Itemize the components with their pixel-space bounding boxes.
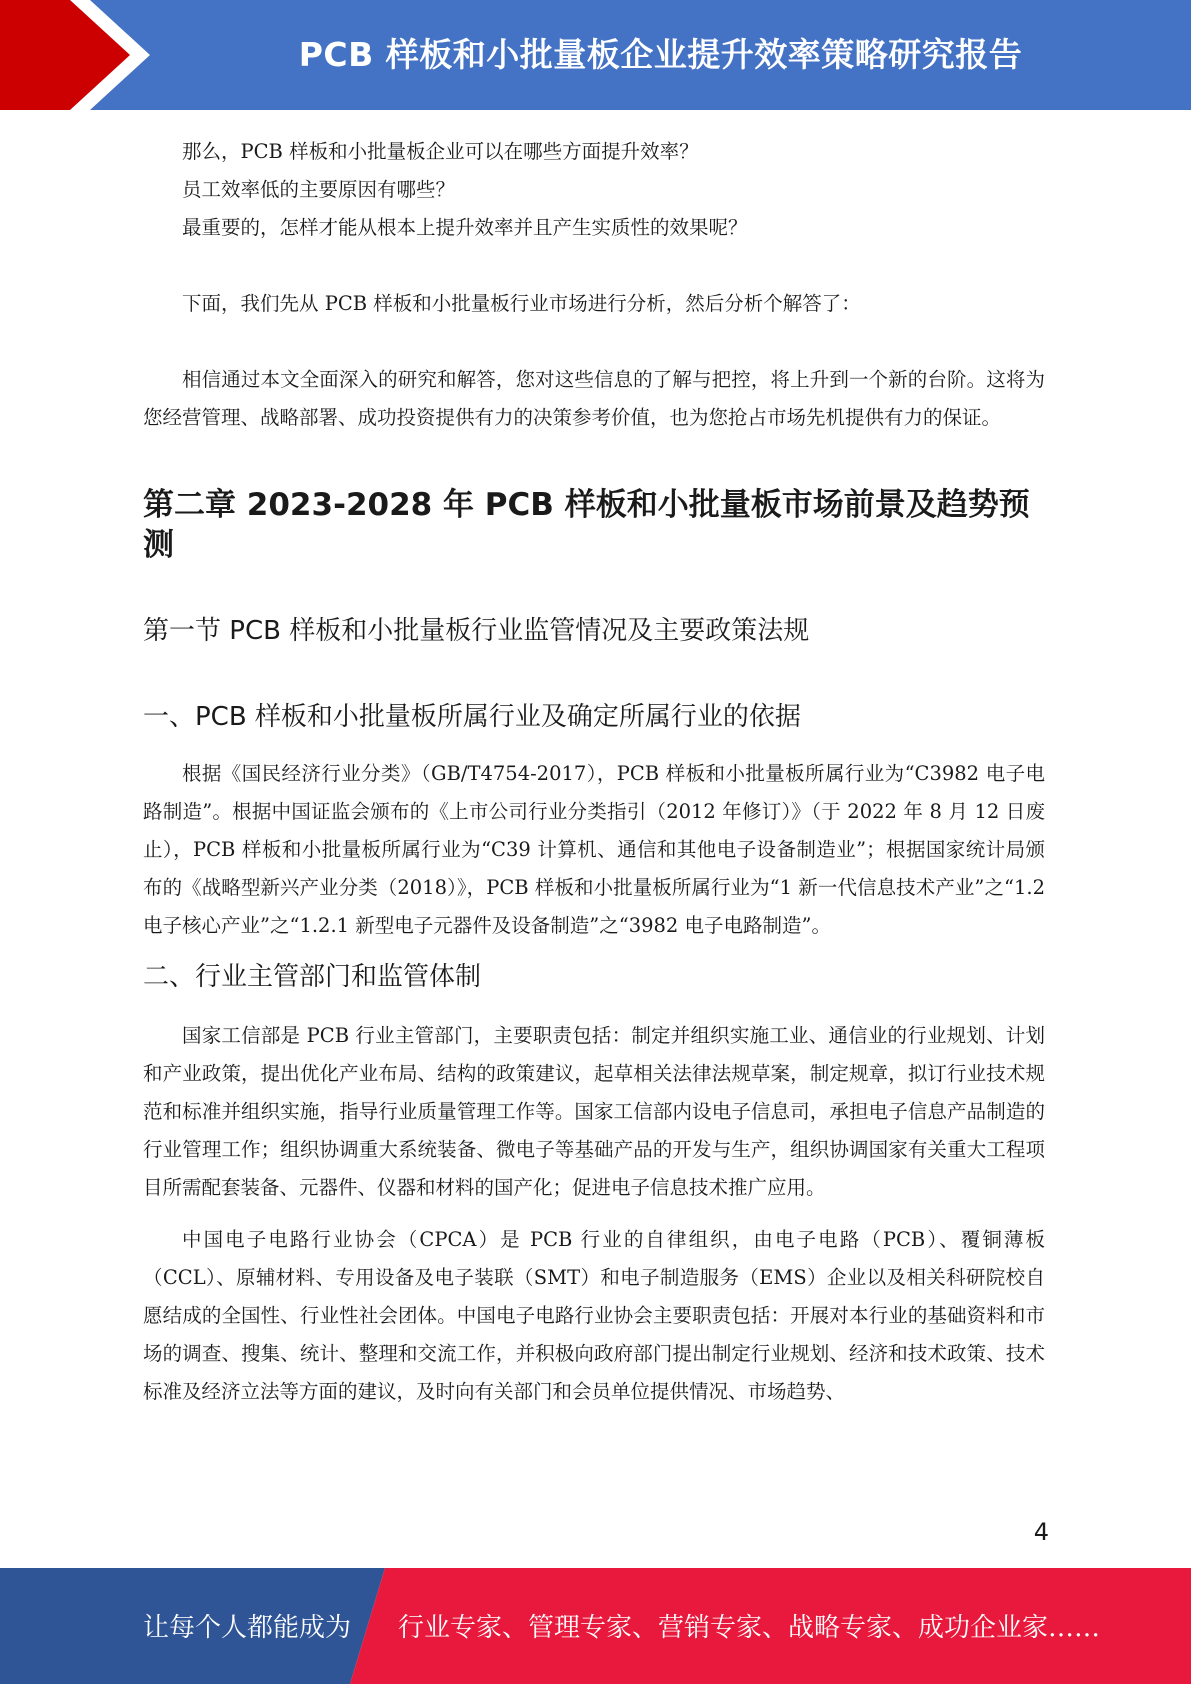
document-body [143,133,1045,1411]
header-chevron-icon [0,0,170,110]
intro-question-1: 那么，PCB 样板和小批量板企业可以在哪些方面提升效率？ [182,140,699,163]
header-band [0,0,1191,110]
intro-question-3: 最重要的，怎样才能从根本上提升效率并且产生实质性的效果呢？ [182,216,748,239]
footer-left-text: 让每个人都能成为 [143,1613,352,1643]
header-title: PCB 样板和小批量板企业提升效率策略研究报告 [298,35,1023,74]
intro-question-2: 员工效率低的主要原因有哪些？ [182,178,456,201]
subsection-2-paragraph-2: 中国电子电路行业协会（CPCA）是 PCB 行业的自律组织，由电子电路（PCB）、覆铜薄板（CCL）、原辅材料、专用设备及电子装联（SMT）和电子制造服务（EMS）企业以及相关科研院校自愿结成的全国性、行业性社会团体。中国电子电路行业协会主要职责包括：开展对本行业的基础资料和市场的调查、搜集、统计、整理和交流工作，并积极向政府部门提出制定行业规划、经济和技术政策、技术标准及经济立法等方面的建议，及时向有关部门和会员单位提供情况、市场趋势、 [143,1228,1045,1403]
footer-right-text: 行业专家、管理专家、营销专家、战略专家、成功企业家…… [398,1613,1101,1643]
subsection-1-paragraph: 根据《国民经济行业分类》（GB/T4754-2017），PCB 样板和小批量板所属行业为“C3982 电子电路制造”。根据中国证监会颁布的《上市公司行业分类指引（2012 年修订）》（于 2022 年 8 月 12 日废止），PCB 样板和小批量板所属行业为“C39 计算机、通信和其他电子设备制造业”；根据国家统计局颁布的《战略型新兴产业分类（2018）》，PCB 样板和小批量板所属行业为“1 新一代信息技术产业”之“1.2 电子核心产业”之“1.2.1 新型电子元器件及设备制造”之“3982 电子电路制造”。 [143,762,1045,937]
intro-belief-paragraph: 相信通过本文全面深入的研究和解答，您对这些信息的了解与把控，将上升到一个新的台阶。这将为您经营管理、战略部署、成功投资提供有力的决策参考价值，也为您抢占市场先机提供有力的保证。 [143,368,1045,429]
chapter-title: 第二章 2023-2028 年 PCB 样板和小批量板市场前景及趋势预测 [143,487,1030,563]
subsection-title-2: 二、行业主管部门和监管体制 [143,962,482,992]
page-number: 4 [1033,1518,1049,1546]
section-title: 第一节 PCB 样板和小批量板行业监管情况及主要政策法规 [143,616,810,646]
footer-band [0,1568,1191,1684]
subsection-2-paragraph-1: 国家工信部是 PCB 行业主管部门，主要职责包括：制定并组织实施工业、通信业的行业规划、计划和产业政策，提出优化产业布局、结构的政策建议，起草相关法律法规草案，制定规章，拟订行业技术规范和标准并组织实施，指导行业质量管理工作等。国家工信部内设电子信息司，承担电子信息产品制造的行业管理工作；组织协调重大系统装备、微电子等基础产品的开发与生产，组织协调国家有关重大工程项目所需配套装备、元器件、仪器和材料的国产化；促进电子信息技术推广应用。 [143,1024,1045,1199]
subsection-title-1: 一、PCB 样板和小批量板所属行业及确定所属行业的依据 [143,702,801,732]
intro-analysis-line: 下面，我们先从 PCB 样板和小批量板行业市场进行分析，然后分析个解答了： [182,292,861,315]
